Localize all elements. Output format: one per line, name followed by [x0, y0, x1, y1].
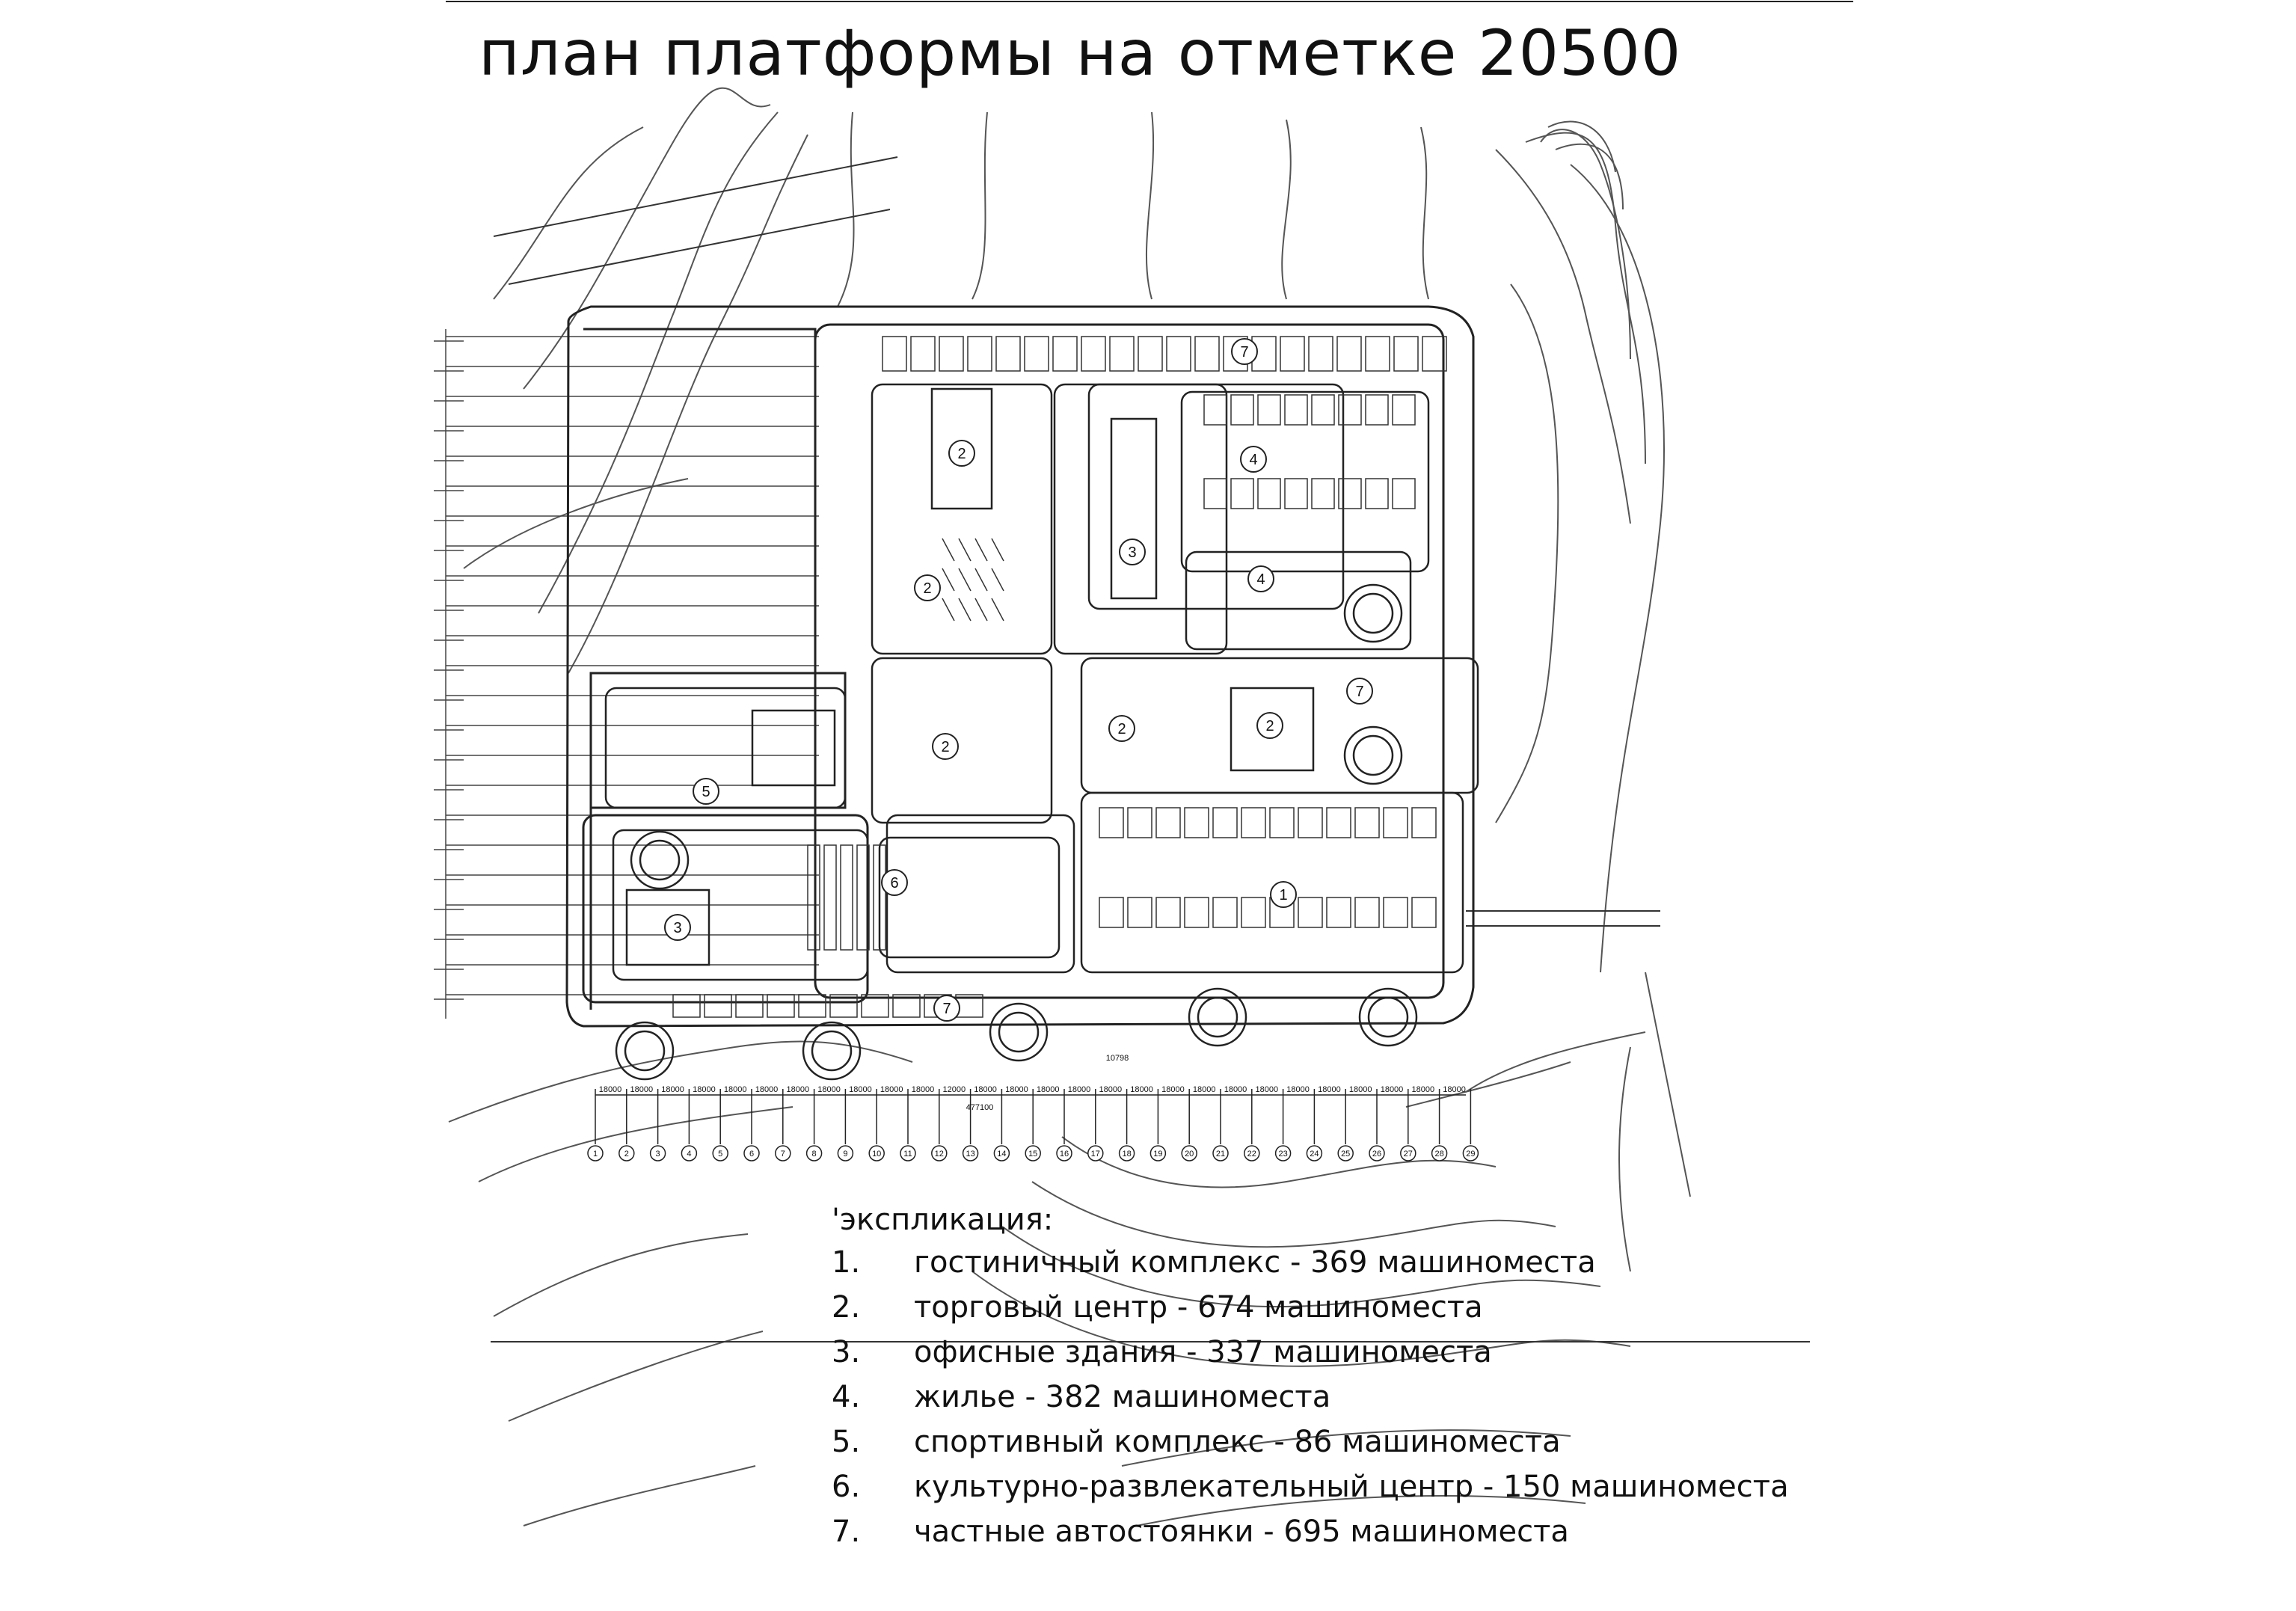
legend-text: частные автостоянки - 695 машиноместа — [914, 1515, 1569, 1549]
legend-item — [832, 1240, 1789, 1285]
zone-label: 2 — [957, 446, 966, 462]
stall — [1309, 337, 1333, 371]
legend-number: 5. — [832, 1425, 861, 1459]
stall — [1241, 808, 1265, 838]
building-block — [887, 815, 1074, 972]
legend-number: 7. — [832, 1515, 861, 1549]
axis-marker — [1213, 1146, 1228, 1161]
axis-marker — [651, 1146, 666, 1161]
axis-marker — [1338, 1146, 1353, 1161]
axis-marker — [807, 1146, 822, 1161]
building-block — [1186, 552, 1411, 649]
dimension-total: 477100 — [966, 1103, 994, 1112]
axis-marker — [838, 1146, 853, 1161]
stall — [1081, 337, 1105, 371]
stall — [1231, 395, 1253, 425]
stall — [1195, 337, 1219, 371]
zone-marker — [933, 734, 958, 759]
stall — [1355, 808, 1379, 838]
dimension-value: 10798 — [1105, 1054, 1129, 1063]
legend-number: 1. — [832, 1245, 861, 1280]
axis-marker — [1182, 1146, 1197, 1161]
stall — [767, 995, 794, 1017]
legend-number: 2. — [832, 1290, 861, 1325]
zone-label: 3 — [1128, 544, 1137, 561]
axis-marker — [1276, 1146, 1291, 1161]
dimension-value: 18000 — [693, 1085, 716, 1094]
dimension-chain — [595, 1054, 1470, 1144]
zone-marker — [1271, 882, 1296, 907]
dimension-value: 18000 — [786, 1085, 810, 1094]
stall — [1298, 897, 1322, 927]
axis-label: 24 — [1310, 1150, 1319, 1159]
axis-label: 11 — [903, 1150, 912, 1159]
axis-label: 21 — [1215, 1150, 1226, 1159]
dimension-value: 18000 — [911, 1085, 935, 1094]
axis-label: 26 — [1372, 1150, 1382, 1159]
axis-marker — [1244, 1146, 1259, 1161]
legend-item — [832, 1464, 1789, 1509]
axis-marker — [1463, 1146, 1478, 1161]
stall — [1167, 337, 1191, 371]
zone-label: 2 — [941, 739, 950, 755]
axis-label: 10 — [872, 1150, 882, 1159]
zone-marker — [1232, 339, 1257, 364]
dimension-value: 18000 — [598, 1085, 622, 1094]
stall-angled — [992, 598, 1004, 621]
stall-angled — [975, 568, 987, 591]
dimension-value: 18000 — [1192, 1085, 1216, 1094]
axis-label: 28 — [1434, 1150, 1444, 1159]
stall — [996, 337, 1020, 371]
stall-angled — [959, 598, 971, 621]
stall — [1412, 897, 1436, 927]
stall — [1280, 337, 1304, 371]
axis-label: 13 — [966, 1150, 975, 1159]
stall — [1327, 897, 1351, 927]
stall — [1204, 479, 1227, 509]
axis-marker — [776, 1146, 791, 1161]
building-block — [606, 688, 845, 808]
dimension-value: 12000 — [942, 1085, 966, 1094]
stall-angled — [959, 538, 971, 561]
stall — [1185, 897, 1209, 927]
stall — [1258, 395, 1280, 425]
ramp-circle-inner — [1354, 594, 1393, 633]
zone-marker — [1347, 678, 1372, 704]
building-blocks — [606, 384, 1478, 980]
dimension-value: 18000 — [880, 1085, 903, 1094]
zone-label: 5 — [702, 784, 710, 800]
reference-lines — [491, 157, 1810, 1342]
axis-marker — [681, 1146, 696, 1161]
stall-angled — [942, 598, 954, 621]
ramp-circle-inner — [1369, 998, 1408, 1037]
axis-marker — [1369, 1146, 1384, 1161]
zone-marker — [1248, 566, 1274, 592]
axis-label: 7 — [780, 1150, 785, 1159]
dimension-value: 18000 — [755, 1085, 779, 1094]
building-block — [1182, 392, 1428, 571]
stall — [1128, 897, 1152, 927]
dimension-value: 18000 — [817, 1085, 841, 1094]
legend-text: гостиничный комплекс - 369 машиноместа — [914, 1245, 1596, 1280]
building-block — [872, 384, 1052, 654]
stall-angled — [942, 568, 954, 591]
stall — [1339, 479, 1361, 509]
legend-item — [832, 1375, 1789, 1420]
axis-marker — [744, 1146, 759, 1161]
zone-label: 1 — [1279, 887, 1288, 903]
dimension-value: 18000 — [1130, 1085, 1153, 1094]
dimension-value: 18000 — [1224, 1085, 1247, 1094]
stall — [841, 845, 853, 950]
axis-label: 19 — [1153, 1150, 1163, 1159]
stall — [1241, 897, 1265, 927]
stall — [1298, 808, 1322, 838]
stall — [705, 995, 731, 1017]
axis-marker — [1401, 1146, 1416, 1161]
dimension-value: 18000 — [1380, 1085, 1404, 1094]
axis-marker — [1120, 1146, 1135, 1161]
ramp-circle-inner — [812, 1031, 851, 1070]
zone-marker — [882, 870, 907, 895]
zone-marker — [693, 779, 719, 804]
stall — [968, 337, 992, 371]
core — [752, 711, 835, 785]
axis-marker — [869, 1146, 884, 1161]
legend-text: жилье - 382 машиноместа — [914, 1380, 1331, 1414]
stall — [911, 337, 935, 371]
stall — [1339, 395, 1361, 425]
dimension-value: 18000 — [1099, 1085, 1123, 1094]
axis-label: 2 — [624, 1150, 629, 1159]
stall — [1025, 337, 1049, 371]
stall — [1053, 337, 1077, 371]
stall — [1138, 337, 1162, 371]
axis-label: 17 — [1090, 1150, 1100, 1159]
axis-marker — [619, 1146, 634, 1161]
axis-label: 29 — [1466, 1150, 1476, 1159]
legend-item — [832, 1420, 1789, 1464]
legend-title: 'экспликация: — [832, 1203, 1054, 1237]
axis-label: 16 — [1059, 1150, 1069, 1159]
axis-label: 22 — [1247, 1150, 1256, 1159]
stall-angled — [992, 538, 1004, 561]
axis-marker — [1088, 1146, 1103, 1161]
stall — [808, 845, 820, 950]
dimension-value: 18000 — [1411, 1085, 1435, 1094]
core — [1111, 419, 1156, 598]
ramp-circle-inner — [999, 1013, 1038, 1052]
legend-item — [832, 1330, 1789, 1375]
ramp-circle-inner — [1354, 736, 1393, 775]
axis-marker — [932, 1146, 947, 1161]
axis-label: 20 — [1185, 1150, 1194, 1159]
building-block — [1081, 793, 1463, 972]
axis-label: 1 — [592, 1150, 598, 1159]
axis-label: 18 — [1122, 1150, 1132, 1159]
stall — [1270, 808, 1294, 838]
stall-angled — [959, 568, 971, 591]
dimension-value: 18000 — [974, 1085, 997, 1094]
stall — [1110, 337, 1134, 371]
zone-marker — [1109, 716, 1135, 741]
axis-marker — [1432, 1146, 1447, 1161]
dimension-value: 18000 — [1348, 1085, 1372, 1094]
stall — [1312, 479, 1334, 509]
stall-angled — [975, 598, 987, 621]
zone-label: 4 — [1249, 452, 1258, 468]
legend-text: офисные здания - 337 машиноместа — [914, 1335, 1492, 1369]
dimension-value: 18000 — [1161, 1085, 1185, 1094]
stall — [1156, 897, 1180, 927]
stall — [1204, 395, 1227, 425]
axis-label: 15 — [1028, 1150, 1038, 1159]
stall — [883, 337, 906, 371]
axis-label: 4 — [687, 1150, 692, 1159]
axis-marker — [588, 1146, 603, 1161]
legend-number: 6. — [832, 1470, 861, 1504]
stall — [1312, 395, 1334, 425]
stall — [1128, 808, 1152, 838]
zone-label: 2 — [1265, 718, 1274, 734]
zone-label: 2 — [923, 580, 932, 597]
axis-marker — [994, 1146, 1009, 1161]
dimension-value: 18000 — [661, 1085, 684, 1094]
axis-markers — [588, 1146, 1478, 1161]
ramp-circle-inner — [640, 841, 679, 880]
legend — [832, 1203, 1789, 1554]
stall — [1412, 808, 1436, 838]
axis-label: 23 — [1278, 1150, 1288, 1159]
zone-marker — [1120, 539, 1145, 565]
building-block — [872, 658, 1052, 823]
axis-marker — [900, 1146, 915, 1161]
stall — [1213, 808, 1237, 838]
building-block — [880, 838, 1059, 957]
page-title: план платформы на отметке 20500 — [479, 16, 1682, 90]
stall — [1185, 808, 1209, 838]
stall — [1327, 808, 1351, 838]
axis-marker — [1150, 1146, 1165, 1161]
stall — [1393, 395, 1415, 425]
dimension-value: 18000 — [630, 1085, 654, 1094]
zone-label: 6 — [890, 875, 899, 892]
stall — [1384, 808, 1408, 838]
stall — [1258, 479, 1280, 509]
axis-marker — [1307, 1146, 1322, 1161]
stall — [799, 995, 826, 1017]
dimension-value: 18000 — [849, 1085, 872, 1094]
stall — [939, 337, 963, 371]
legend-number: 4. — [832, 1380, 861, 1414]
dimension-value: 18000 — [1318, 1085, 1341, 1094]
dimension-value: 18000 — [1255, 1085, 1279, 1094]
axis-marker — [713, 1146, 728, 1161]
zone-marker — [1241, 447, 1266, 472]
axis-label: 3 — [655, 1150, 660, 1159]
axis-label: 25 — [1341, 1150, 1351, 1159]
legend-text: спортивный комплекс - 86 машиноместа — [914, 1425, 1561, 1459]
ramp-circle-inner — [1198, 998, 1237, 1037]
legend-item — [832, 1509, 1789, 1554]
stall — [1337, 337, 1361, 371]
stall — [736, 995, 763, 1017]
zone-label: 3 — [673, 920, 682, 936]
stall — [1285, 479, 1307, 509]
axis-label: 8 — [811, 1150, 817, 1159]
stall — [1231, 479, 1253, 509]
stall — [1394, 337, 1418, 371]
axis-marker — [1057, 1146, 1072, 1161]
dimension-value: 18000 — [723, 1085, 747, 1094]
legend-item — [832, 1285, 1789, 1330]
legend-text: торговый центр - 674 машиноместа — [914, 1290, 1483, 1325]
axis-label: 6 — [749, 1150, 755, 1159]
zone-marker — [949, 441, 974, 466]
axis-label: 12 — [934, 1150, 944, 1159]
zone-label: 7 — [942, 1001, 951, 1017]
zone-markers — [665, 339, 1372, 1021]
stall — [1393, 479, 1415, 509]
dimension-value: 18000 — [1067, 1085, 1091, 1094]
axis-label: 5 — [718, 1150, 723, 1159]
dimension-value: 18000 — [1443, 1085, 1466, 1094]
stall — [1384, 897, 1408, 927]
zone-label: 4 — [1256, 571, 1265, 588]
axis-label: 14 — [997, 1150, 1007, 1159]
axis-marker — [1025, 1146, 1040, 1161]
stall — [1156, 808, 1180, 838]
stall — [1099, 897, 1123, 927]
stall — [1366, 479, 1388, 509]
stall — [1355, 897, 1379, 927]
dimension-value: 18000 — [1005, 1085, 1028, 1094]
dimension-value: 18000 — [1036, 1085, 1060, 1094]
stall — [673, 995, 700, 1017]
stall — [1366, 337, 1390, 371]
zone-marker — [1257, 713, 1283, 738]
stall-angled — [975, 538, 987, 561]
stall — [1213, 897, 1237, 927]
dimension-value: 18000 — [1286, 1085, 1310, 1094]
zone-label: 7 — [1240, 344, 1249, 360]
platform-outline — [567, 307, 1473, 1026]
zone-marker — [915, 575, 940, 601]
zone-label: 2 — [1117, 721, 1126, 737]
zone-marker — [665, 915, 690, 940]
building-block — [1055, 384, 1227, 654]
stall — [1366, 395, 1388, 425]
axis-label: 27 — [1403, 1150, 1413, 1159]
ramp-circle-inner — [625, 1031, 664, 1070]
stall-angled — [992, 568, 1004, 591]
axis-label: 9 — [843, 1150, 848, 1159]
stall — [1285, 395, 1307, 425]
legend-number: 3. — [832, 1335, 861, 1369]
axis-marker — [963, 1146, 978, 1161]
stall-angled — [942, 538, 954, 561]
stall — [824, 845, 836, 950]
zone-label: 7 — [1355, 684, 1364, 700]
legend-text: культурно-развлекательный центр - 150 машиноместа — [914, 1470, 1789, 1504]
stall — [1099, 808, 1123, 838]
zone-marker — [934, 995, 960, 1021]
